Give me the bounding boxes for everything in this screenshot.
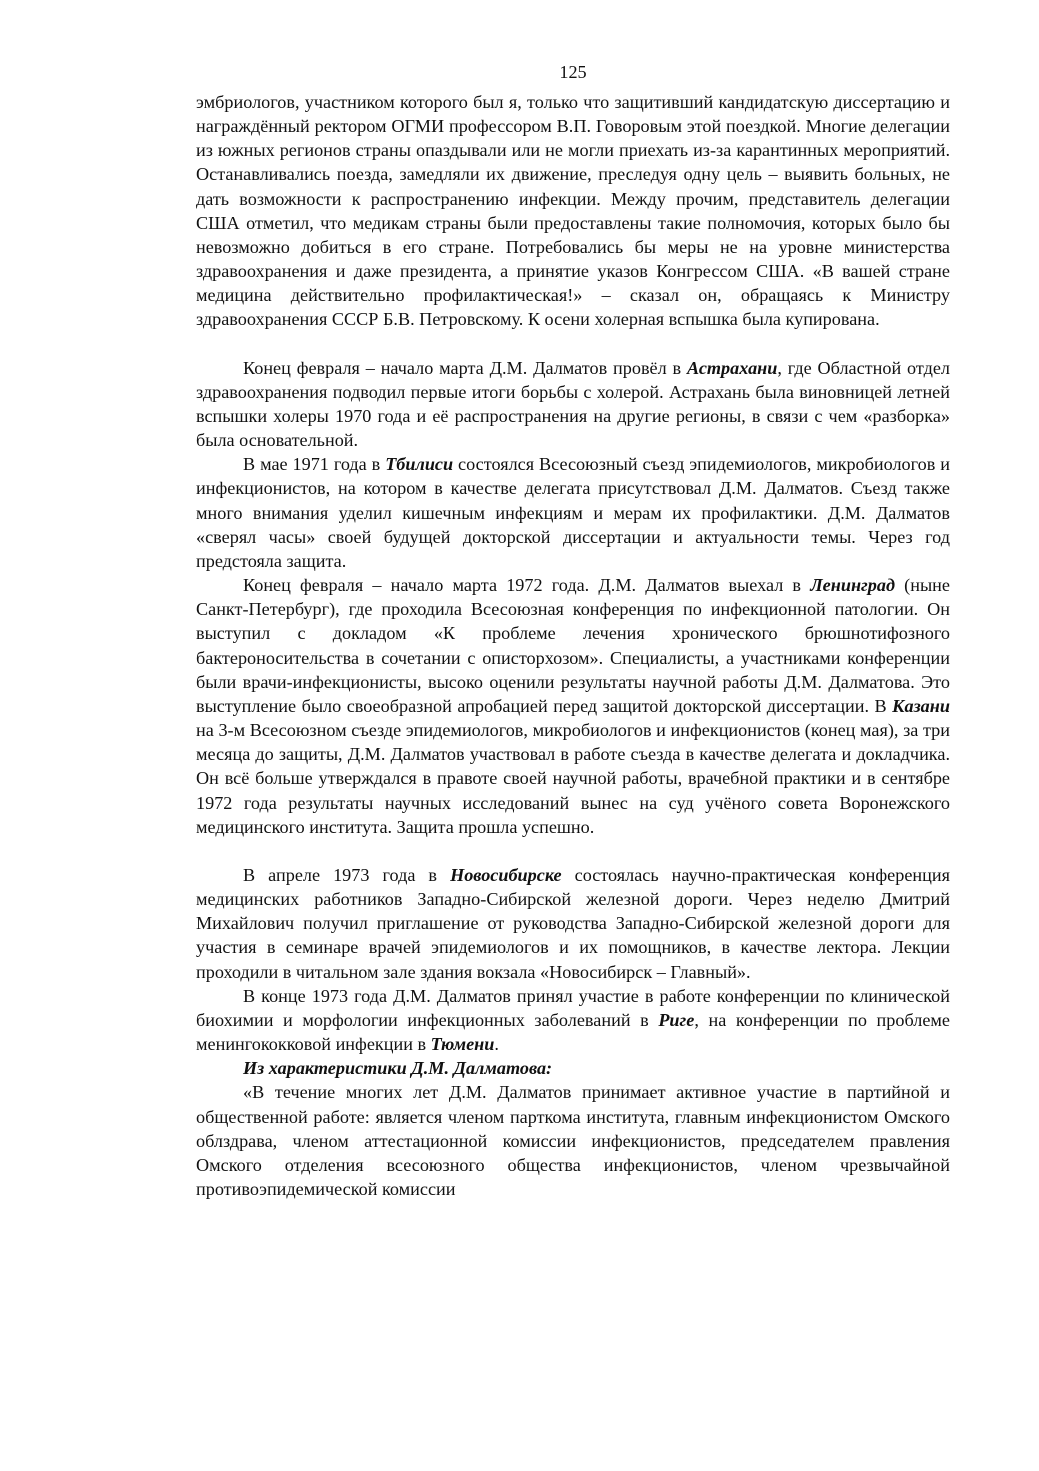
document-page xyxy=(196,60,950,1201)
text-run: Конец февраля – начало марта Д.М. Далматов провёл в xyxy=(243,357,687,378)
place-tyumen: Тюмени xyxy=(430,1034,495,1055)
section-heading: Из характеристики Д.М. Далматова: xyxy=(243,1058,553,1079)
place-leningrad: Ленинград xyxy=(810,575,895,596)
paragraph-novosibirsk xyxy=(196,863,950,984)
text-run: В конце 1973 года Д.М. Далматов принял участие в работе конференции по клинической биохимии и морфологии инфекционных заболеваний в xyxy=(196,985,950,1030)
place-tbilisi: Тбилиси xyxy=(385,454,454,475)
text-run: на 3-м Всесоюзном съезде эпидемиологов, микробиологов и инфекционистов (конец мая), за три месяца до защиты, Д.М. Далматов участвовал в работе съезда в качестве делегата и докладчика. Он всё больше утверждался в правоте своей научной работы, врачебной практики и в сентябре 1972 года результаты научных исследований вынес на суд учёного совета Воронежского медицинского института. Защита прошла успешно. xyxy=(196,720,950,837)
text-run: (ныне Санкт-Петербург), где проходила Всесоюзная конференция по инфекционной патологии. Он выступил с докладом «К проблеме лечения хронического брюшнотифозного бактероносительства в сочетании с описторхозом». Специалисты, а участниками конференции были врачи-инфекционисты, высоко оценили результаты научной работы Д.М. Далматова. Это выступление было своеобразной апробацией перед защитой докторской диссертации. В xyxy=(196,575,950,716)
paragraph-riga-tyumen xyxy=(196,984,950,1056)
paragraph-leningrad xyxy=(196,573,950,839)
text-run: Конец февраля – начало марта 1972 года. Д.М. Далматов выехал в xyxy=(243,575,811,596)
place-kazan: Казани xyxy=(892,695,950,716)
text-run: состоялась научно-практическая конференция медицинских работников Западно-Сибирской железной дороги. Через неделю Дмитрий Михайлович получил приглашение от руководства Западно-Сибирской железной дороги для участия в семинаре врачей эпидемиологов и их помощников, в качестве лектора. Лекции проходили в читальном зале здания вокзала «Новосибирск – Главный». xyxy=(196,864,950,982)
text-run: . xyxy=(494,1034,499,1055)
text-run: , где Областной отдел здравоохранения подводил первые итоги борьбы с холерой. Астрахань была виновницей летней вспышки холеры 1970 года и её распространения на другие регионы, в связи с чем «разборка» была основательной. xyxy=(196,357,950,451)
page-number: 125 xyxy=(559,62,587,82)
text-run: В апреле 1973 года в xyxy=(243,864,451,885)
text-run: В мае 1971 года в xyxy=(243,454,386,475)
place-astrakhan: Астрахани xyxy=(686,357,778,378)
place-novosibirsk: Новосибирске xyxy=(450,864,562,885)
text-run: , на конференции по проблеме менингококковой инфекции в xyxy=(196,1009,950,1055)
paragraph-tbilisi xyxy=(196,452,950,573)
place-riga: Риге xyxy=(658,1009,695,1030)
paragraph-characteristic: «В течение многих лет Д.М. Далматов принимает активное участие в партийной и общественной работе: является членом парткома института, главным инфекционистом Омского облздрава, членом аттестационной комиссии инфекционистов, председателем правления Омского отделения всесоюзного общества инфекционистов, членом чрезвычайной противоэпидемической комиссии xyxy=(196,1082,950,1199)
text-run: состоялся Всесоюзный съезд эпидемиологов, микробиологов и инфекционистов, на котором в качестве делегата присутствовал Д.М. Далматов. Съезд также много внимания уделил кишечным инфекциям и мерам их профилактики. Д.М. Далматов «сверял часы» своей будущей докторской диссертации и актуальности темы. Через год предстояла защита. xyxy=(196,454,950,571)
paragraph-continued: эмбриологов, участником которого был я, только что защитивший кандидатскую диссертацию и награждённый ректором ОГМИ профессором В.П. Говоровым этой поездкой. Многие делегации из южных регионов страны опаздывали или не могли приехать из-за карантинных мероприятий. Останавливались поезда, замедляли их движение, преследуя одну цель – выявить больных, не дать возможности к распространению инфекции. Между прочим, представитель делегации США отметил, что медикам страны были предоставлены такие полномочия, которых было бы невозможно добиться в его стране. Потребовались бы меры не на уровне министерства здравоохранения и даже президента, а принятие указов Конгрессом США. «В вашей стране медицина действительно профилактическая!» – сказал он, обращаясь к Министру здравоохранения СССР Б.В. Петровскому. К осени холерная вспышка была купирована. xyxy=(196,92,950,330)
paragraph-astrakhan xyxy=(196,356,950,453)
